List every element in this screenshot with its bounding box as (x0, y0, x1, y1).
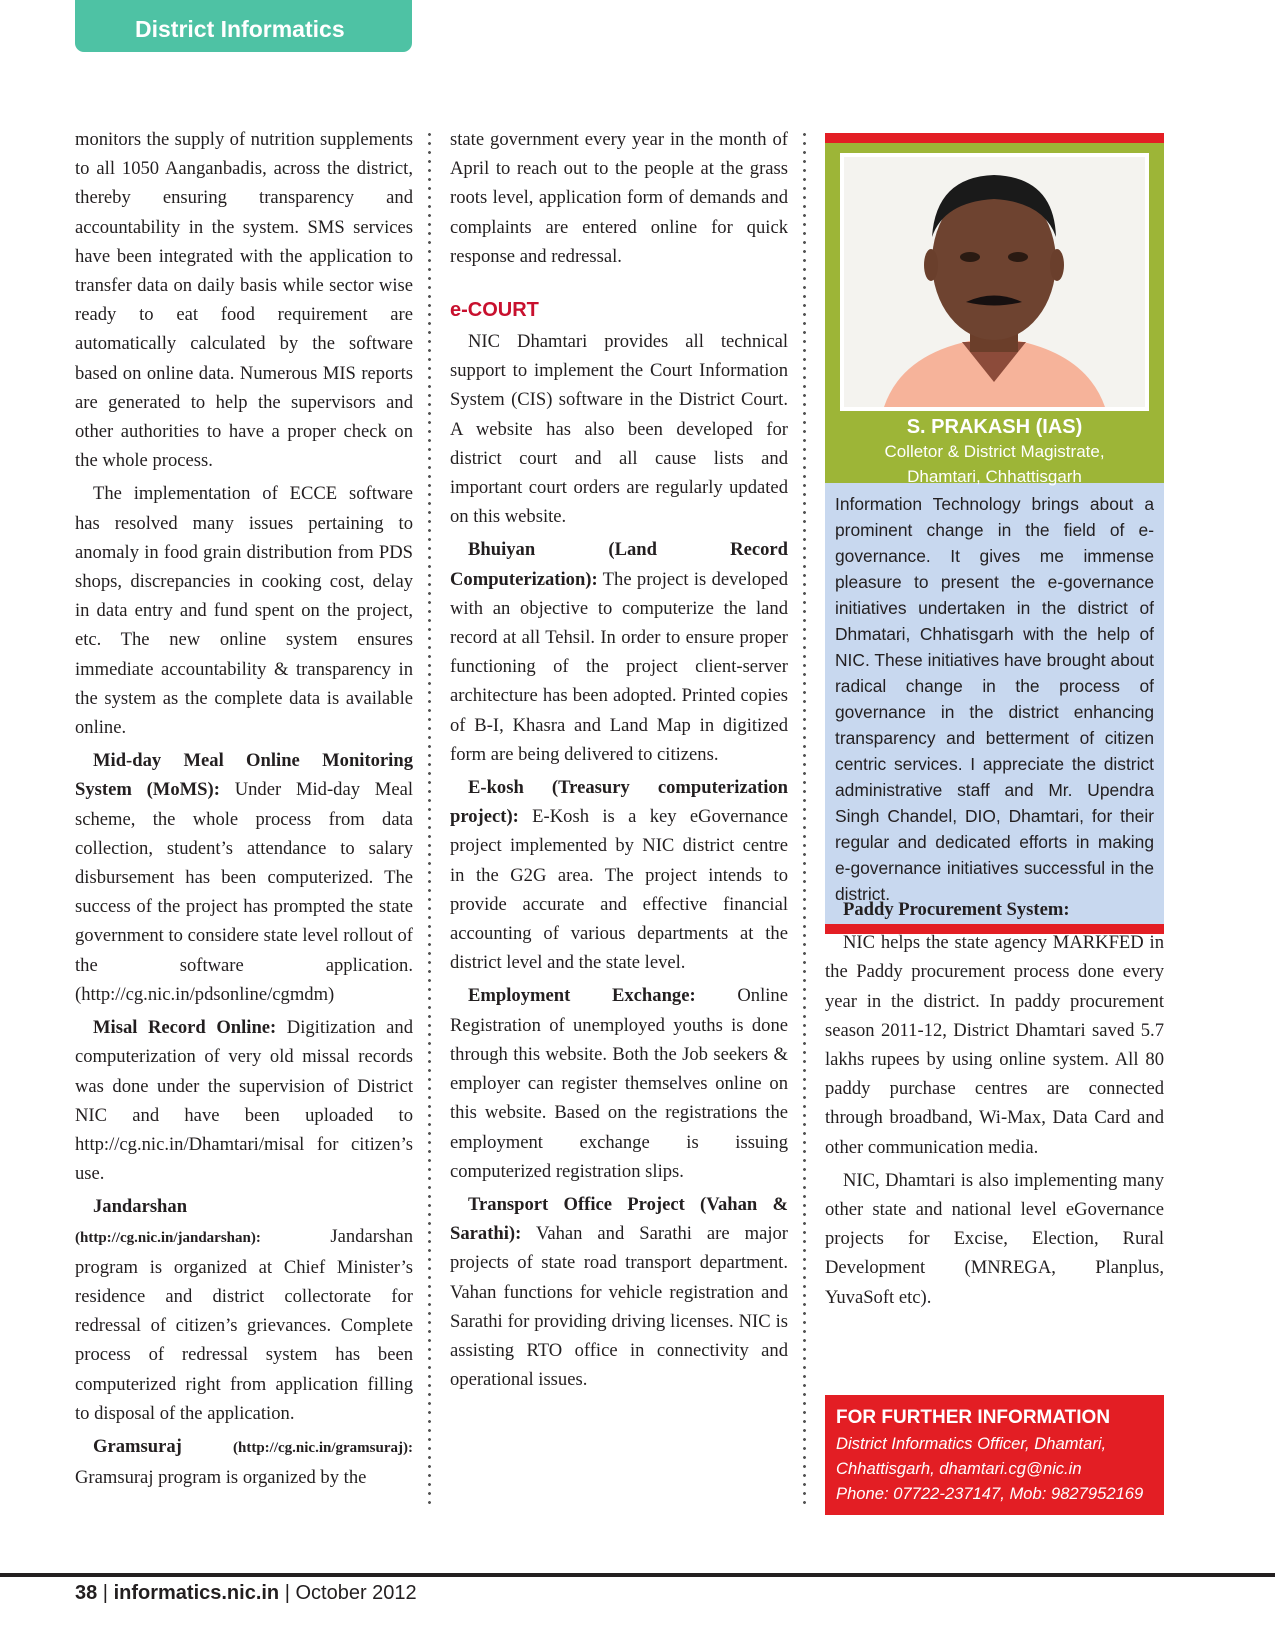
paragraph-jandarshan (75, 1192, 413, 1428)
info-title: FOR FURTHER INFORMATION (836, 1407, 1111, 1428)
section-tab: District Informatics (75, 0, 412, 52)
employment-text: Online Registration of unemployed youths is done through this website. Both the Job seekers & employer can register themselves online on this website. Based on the registrations the employment exchange is issuing computerized registration slips. (450, 985, 788, 1182)
ekosh-text: E-Kosh is a key eGovernance project implemented by NIC district centre in the G2G area. The project intends to provide accurate and effective financial accounting of various departments at the district level and the state level. (450, 806, 788, 974)
misal-text: Digitization and computerization of very old missal records was done under the supervision of District NIC and have been uploaded to http://cg.nic.in/Dhamtari/misal for citizen’s use. (75, 1017, 413, 1185)
paragraph-other-projects: NIC, Dhamtari is also implementing many other state and national level eGovernance projects for Excise, Election, Rural Development (MNREGA, Planplus, YuvaSoft etc). (825, 1169, 1164, 1308)
moms-text: Under Mid-day Meal scheme, the whole process from data collection, student’s attendance to salary disbursement has been computerized. The success of the project has prompted the state government to considere state level rollout of the software application. (http://cg.nic.in/pdsonline/cgmdm) (75, 779, 413, 1005)
paragraph-ekosh (450, 773, 788, 977)
ecourt-heading: e-COURT (450, 299, 539, 322)
misal-title: Misal Record Online: (93, 1017, 277, 1039)
info-contact-email: Chhattisgarh, dhamtari.cg@nic.in (836, 1459, 1082, 1478)
portrait-image (844, 157, 1145, 407)
transport-title: Transport Office Project (Vahan & Sarathi): (450, 1193, 788, 1245)
collector-profile-box (825, 133, 1164, 934)
page-footer (75, 1582, 417, 1605)
column-divider (803, 130, 806, 1510)
ekosh-title: E-kosh (Treasury computerization project): (450, 777, 788, 828)
gramsuraj-url: (http://cg.nic.in/gramsuraj): (181, 1439, 413, 1456)
further-information-box (825, 1395, 1164, 1515)
column-divider (428, 130, 431, 1510)
bhuiyan-title: Bhuiyan (Land Record Computerization): (450, 539, 788, 590)
gramsuraj-title: Gramsuraj (93, 1435, 182, 1457)
jandarshan-url: (http://cg.nic.in/jandarshan): (75, 1229, 261, 1246)
footer-issue: October 2012 (295, 1582, 417, 1604)
transport-text: Vahan and Sarathi are major projects of state road transport department. Vahan functions for vehicle registration and Sarathi for providing driving licenses. NIC is assisting RTO office in connectivity and operational issues. (450, 1223, 788, 1391)
footer-site: informatics.nic.in (113, 1582, 280, 1604)
column-3 (825, 895, 1164, 1316)
profile-top-bar (825, 133, 1164, 143)
collector-title-line2: Dhamtari, Chhattisgarh (907, 467, 1082, 486)
employment-title: Employment Exchange: (468, 985, 696, 1007)
paragraph: The implementation of ECCE software has resolved many issues pertaining to anomaly in food grain distribution from PDS shops, discrepancies in cooking cost, delay in data entry and fund spent on the project, etc. The new online system ensures immediate accountability & transparency in the system as the complete data is available online. (75, 483, 413, 739)
collector-name: S. PRAKASH (IAS) (906, 416, 1083, 438)
footer-separator: | (97, 1582, 114, 1604)
bhuiyan-text: The project is developed with an objective to computerize the land record at all Tehsil. In order to ensure proper functioning of the project client-server architecture has been adopted. Printed copies of B-I, Khasra and Land Map in digitized form are being delivered to citizens. (450, 568, 788, 765)
collector-quote: Information Technology brings about a prominent change in the field of e-governance. It gives me immense pleasure to present the e-governance initiatives undertaken in the district of Dhmatari, Chhatisgarh with the help of NIC. These initiatives have brought about radical change in the process of governance in the district enhancing transparency and betterment of citizen centric services. I appreciate the district administrative staff and Mr. Upendra Singh Chandel, DIO, Dhamtari, for their regular and dedicated efforts in making e-governance initiatives successful in the district. (825, 483, 1164, 924)
moms-title: Mid-day Meal Online Monitoring System (MoMS): (75, 750, 413, 801)
paragraph-ecourt: NIC Dhamtari provides all technical support to implement the Court Information System (CIS) software in the District Court. A website has also been developed for district court and all cause lists and important court orders are regularly updated on this website. (450, 331, 788, 528)
gramsuraj-text: Gramsuraj program is organized by the (75, 1467, 367, 1489)
paragraph-transport (450, 1190, 788, 1394)
page-number: 38 (75, 1582, 98, 1604)
paragraph-employment (450, 981, 788, 1185)
profile-header (825, 143, 1164, 486)
column-2 (450, 125, 788, 1398)
paddy-heading-paragraph (825, 895, 1164, 924)
paragraph-misal (75, 1013, 413, 1188)
paddy-title: Paddy Procurement System: (843, 899, 1070, 920)
paragraph-gramsuraj (75, 1432, 413, 1492)
column-1 (75, 125, 413, 1496)
info-line: District Informatics Officer, Dhamtari, (836, 1434, 1107, 1453)
paragraph-paddy: NIC helps the state agency MARKFED in the Paddy procurement process done every year in the district. In paddy procurement season 2011-12, District Dhamtari saved 5.7 lakhs rupees by using online system. All 80 paddy purchase centres are connected through broadband, Wi-Max, Data Card and other communication media. (825, 932, 1164, 1158)
paragraph: monitors the supply of nutrition supplements to all 1050 Aanganbadis, across the district, thereby ensuring transparency and accountability in the system. SMS services have been integrated with the application to transfer data on daily basis while sector wise ready to eat food requirement are automatically calculated by the software based on online data. Numerous MIS reports are generated to help the supervisors and other authorities to have a proper check on the whole process. (75, 129, 413, 472)
jandarshan-text: Jandarshan program is organized at Chief Minister’s residence and district collectorate for redressal of citizen’s grievances. Complete process of redressal system has been computerized right from application filling to disposal of the application. (75, 1225, 413, 1424)
collector-title-line1: Colletor & District Magistrate, (884, 442, 1105, 461)
collector-photo (840, 153, 1149, 411)
jandarshan-title: Jandarshan (93, 1196, 188, 1218)
paragraph-bhuiyan (450, 535, 788, 769)
paragraph-moms (75, 746, 413, 1009)
info-contact-phone: Phone: 07722-237147, Mob: 9827952169 (836, 1484, 1144, 1503)
footer-rule (0, 1573, 1275, 1577)
footer-separator: | (279, 1582, 296, 1604)
paragraph: state government every year in the month of April to reach out to the people at the grass roots level, application form of demands and complaints are entered online for quick response and redressal. (450, 129, 788, 267)
